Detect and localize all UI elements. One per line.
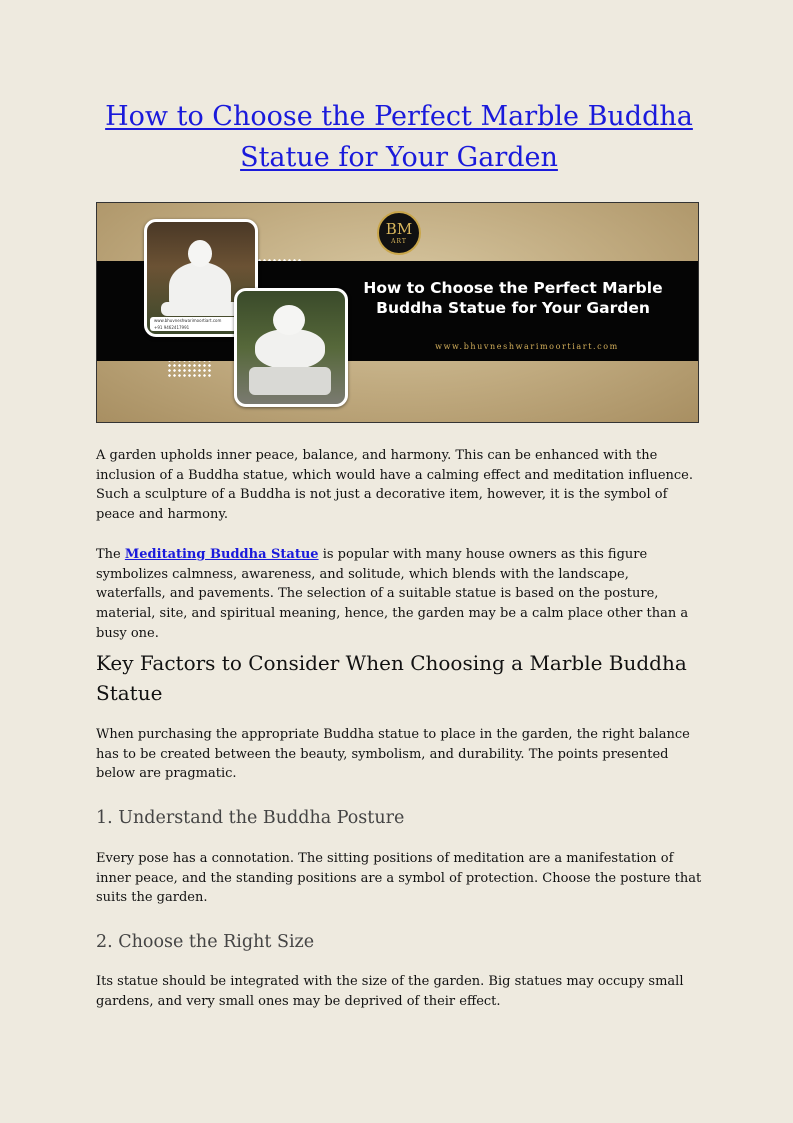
banner-website: www.bhuvneshwarimoortiart.com (435, 342, 619, 351)
banner-image (96, 202, 699, 423)
logo-subtext: ART (391, 237, 407, 245)
banner-heading: How to Choose the Perfect Marble Buddha Statue for Your Garden (363, 279, 663, 317)
page-title (96, 96, 702, 178)
title-link[interactable]: How to Choose the Perfect Marble Buddha Statue for Your Garden (105, 101, 693, 173)
intro-paragraph-2: The Meditating Buddha Statue is popular with many house owners as this figure symbolizes calmness, awareness, and solitude, which blends with the landscape, waterfalls, and pavements. The selection of a suitable statue is based on the posture, material, site, and spiritual meaning, hence, the garden may be a calm place other than a busy one. (96, 547, 689, 641)
size-paragraph: Its statue should be integrated with the size of the garden. Big statues may occupy small gardens, and very small ones may be deprived of their effect. (96, 974, 684, 1009)
laughing-buddha-photo (234, 288, 348, 407)
logo-text: BM (385, 219, 413, 238)
photo-caption: www.bhuvneshwarimoortiart.com +91 9462417991 (150, 317, 246, 331)
meditating-buddha-statue-link[interactable]: Meditating Buddha Statue (124, 547, 319, 562)
section-intro: When purchasing the appropriate Buddha statue to place in the garden, the right balance has to be created between the beauty, symbolism, and durability. The points presented below are pragmatic. (96, 727, 690, 782)
subheading-size: 2. Choose the Right Size (96, 932, 315, 952)
section-heading: Key Factors to Consider When Choosing a Marble Buddha Statue (96, 651, 687, 705)
posture-paragraph: Every pose has a connotation. The sitting positions of meditation are a manifestation of inner peace, and the standing positions are a symbol of protection. Choose the posture that suits the garden. (96, 851, 702, 906)
intro-paragraph-1: A garden upholds inner peace, balance, and harmony. This can be enhanced with the inclusion of a Buddha statue, which would have a calming effect and meditation influence. Such a sculpture of a Buddha is not just a decorative item, however, it is the symbol of peace and harmony. (96, 448, 694, 523)
subheading-posture: 1. Understand the Buddha Posture (96, 808, 405, 828)
brand-logo (377, 211, 421, 255)
